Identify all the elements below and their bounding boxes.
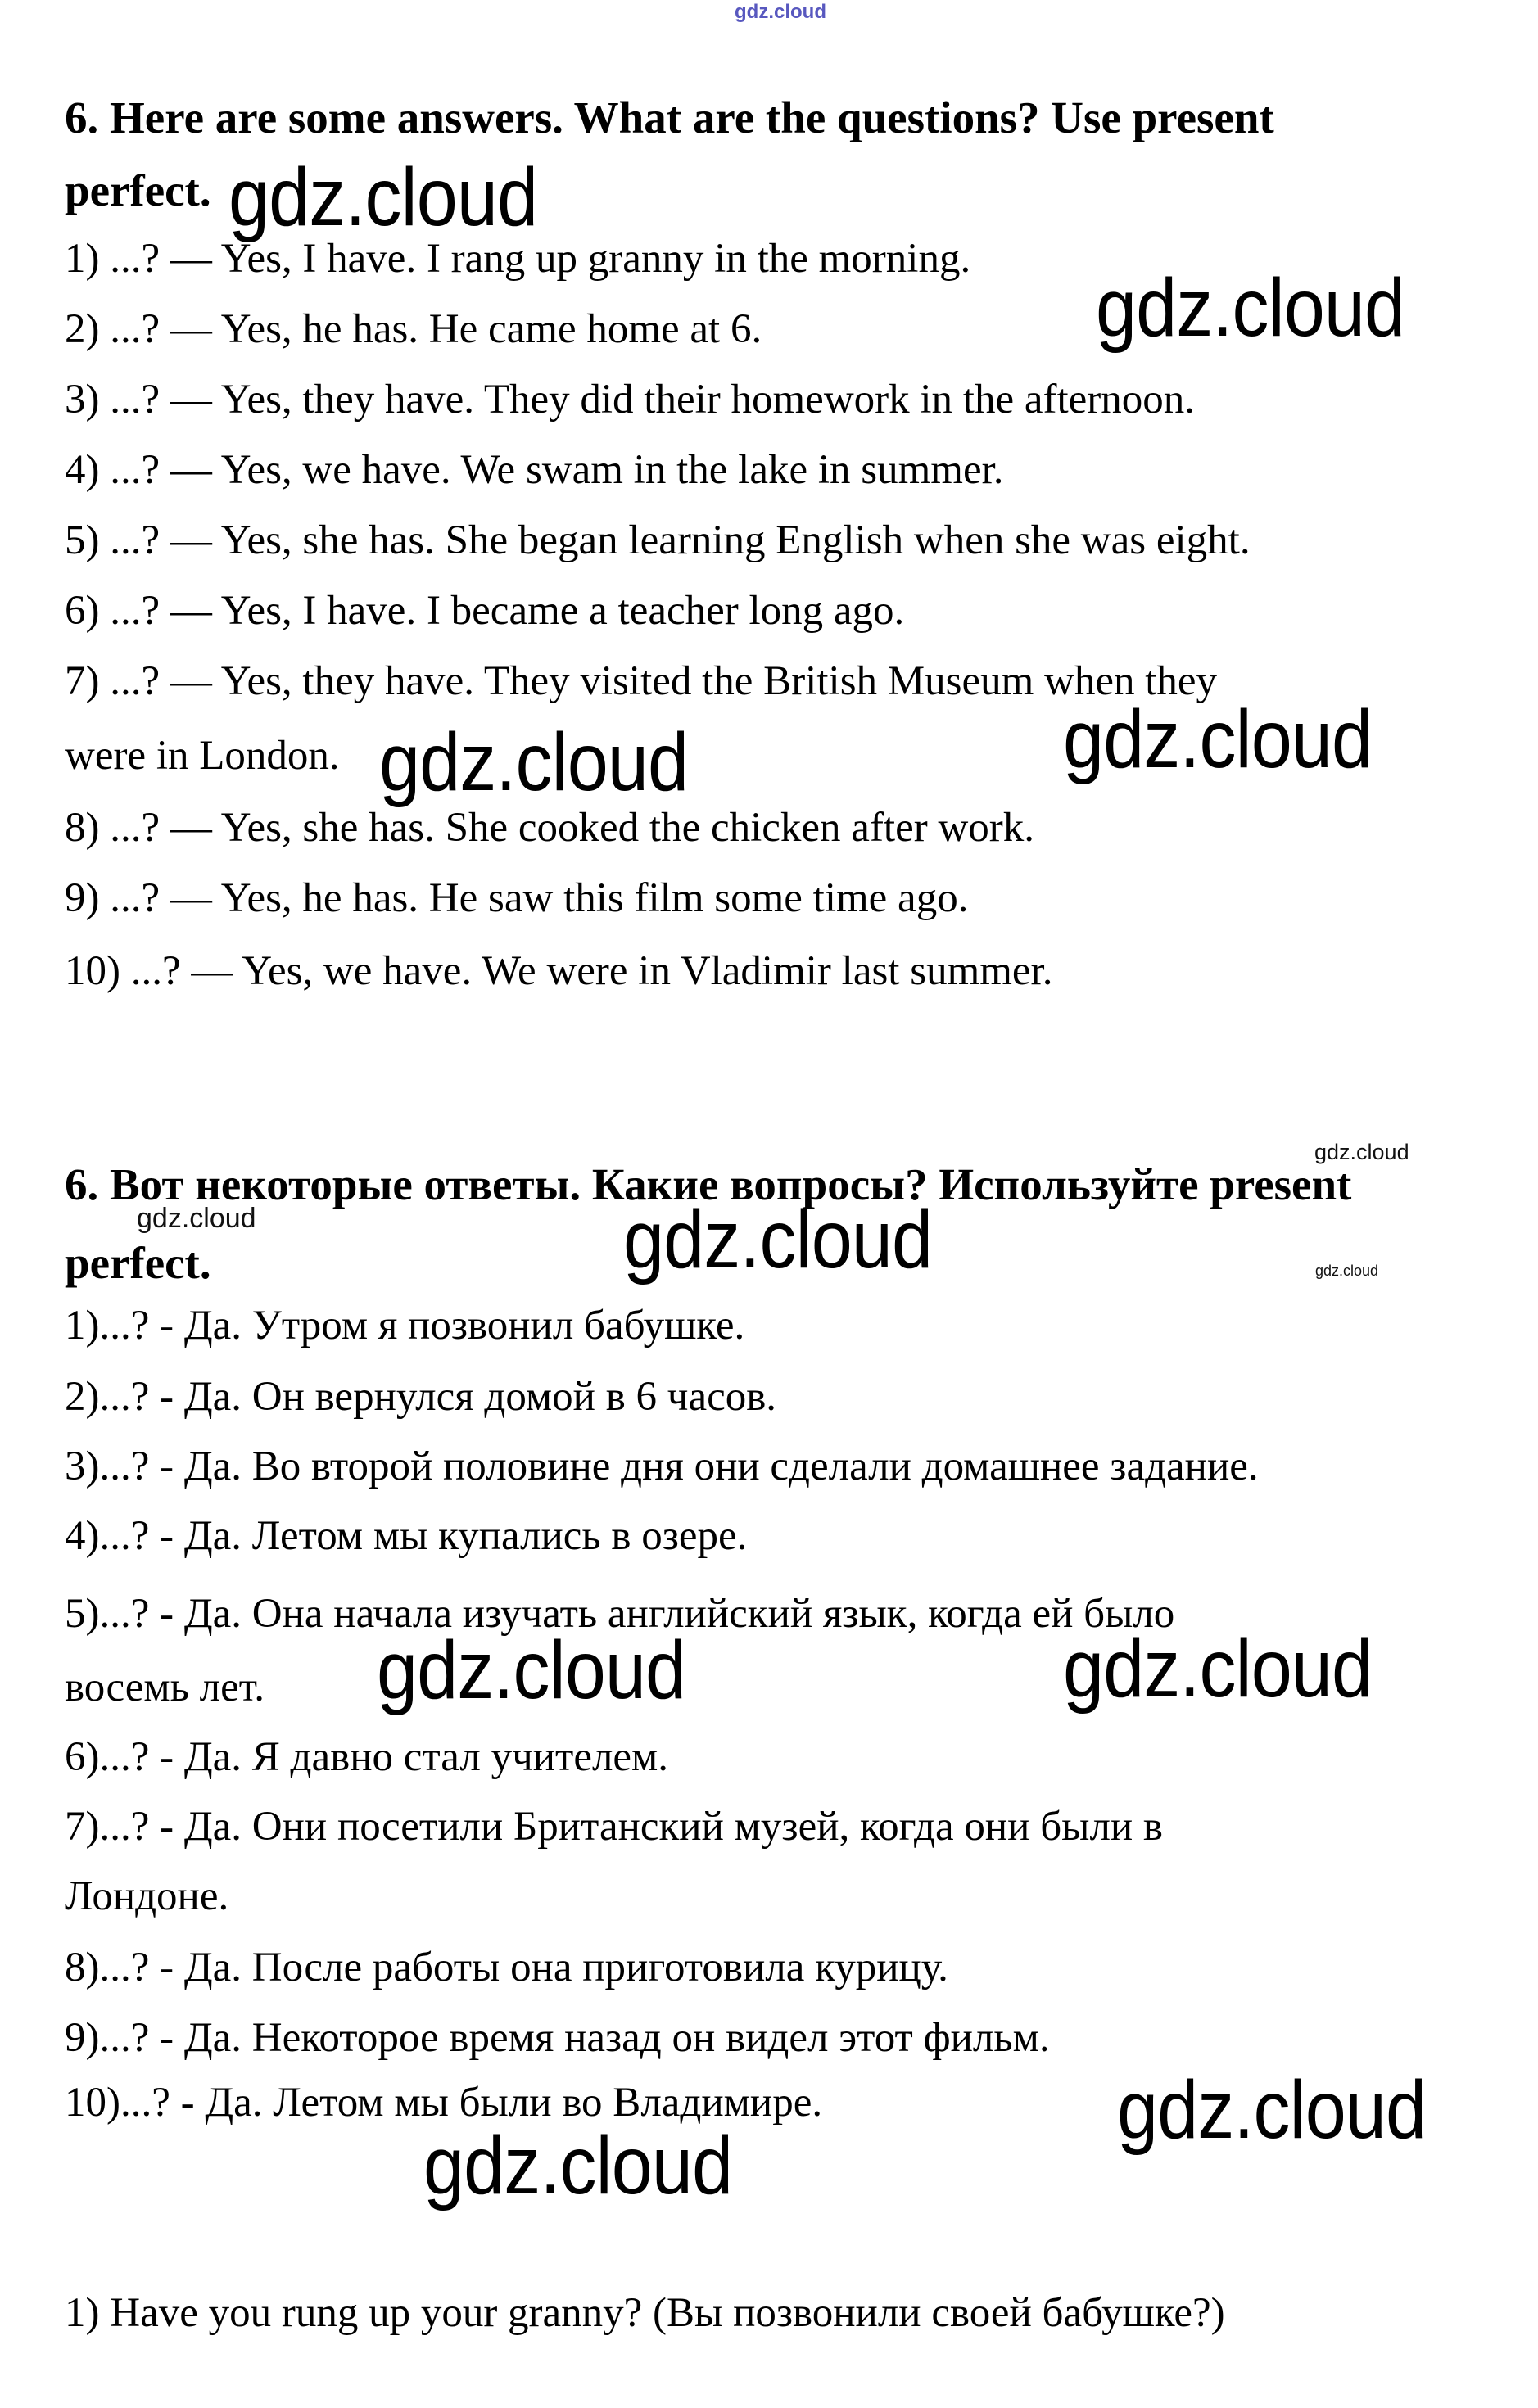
watermark-gdz-cloud-big: gdz.cloud [379, 716, 689, 808]
en-item-5: 5) ...? — Yes, she has. She began learning English when she was eight. [65, 517, 1251, 563]
exercise-en-heading-line1: 6. Here are some answers. What are the questions? Use present [65, 93, 1274, 142]
ru-item-1: 1)...? - Да. Утром я позвонил бабушке. [65, 1303, 745, 1349]
ru-item-4: 4)...? - Да. Летом мы купались в озере. [65, 1513, 748, 1559]
en-item-7-continued: were in London. [65, 733, 340, 779]
ru-item-5: 5)...? - Да. Она начала изучать английский язык, когда ей было [65, 1591, 1175, 1637]
en-item-4: 4) ...? — Yes, we have. We swam in the lake in summer. [65, 447, 1004, 493]
ru-item-7: 7)...? - Да. Они посетили Британский музей, когда они были в [65, 1804, 1164, 1850]
watermark-gdz-cloud-tiny: gdz.cloud [1315, 1263, 1379, 1279]
watermark-gdz-cloud-big: gdz.cloud [1063, 1623, 1373, 1715]
en-item-10: 10) ...? — Yes, we have. We were in Vladimir last summer. [65, 948, 1053, 994]
watermark-gdz-cloud-small: gdz.cloud [137, 1203, 256, 1234]
watermark-gdz-cloud-big: gdz.cloud [1117, 2064, 1427, 2156]
ru-item-7-continued: Лондоне. [65, 1873, 229, 1919]
watermark-gdz-cloud-small: gdz.cloud [1314, 1140, 1409, 1164]
watermark-gdz-cloud-big: gdz.cloud [377, 1624, 686, 1716]
en-item-2: 2) ...? — Yes, he has. He came home at 6. [65, 306, 762, 352]
en-item-7: 7) ...? — Yes, they have. They visited the British Museum when they [65, 658, 1218, 704]
ru-item-6: 6)...? - Да. Я давно стал учителем. [65, 1734, 669, 1780]
watermark-gdz-cloud-big: gdz.cloud [1096, 262, 1405, 354]
ru-item-3: 3)...? - Да. Во второй половине дня они сделали домашнее задание. [65, 1443, 1259, 1489]
exercise-ru-heading-line2: perfect. [65, 1238, 211, 1288]
en-item-1: 1) ...? — Yes, I have. I rang up granny in the morning. [65, 236, 971, 282]
ru-item-2: 2)...? - Да. Он вернулся домой в 6 часов. [65, 1374, 777, 1420]
exercise-en-heading-line2: perfect. [65, 165, 211, 215]
watermark-gdz-cloud-big: gdz.cloud [1063, 693, 1373, 785]
en-item-8: 8) ...? — Yes, she has. She cooked the chicken after work. [65, 805, 1035, 851]
en-item-3: 3) ...? — Yes, they have. They did their homework in the afternoon. [65, 377, 1196, 422]
watermark-gdz-cloud-big: gdz.cloud [423, 2120, 733, 2211]
ru-item-10: 10)...? - Да. Летом мы были во Владимире. [65, 2080, 823, 2126]
watermark-gdz-cloud-top-blue: gdz.cloud [735, 1, 826, 23]
watermark-gdz-cloud-big: gdz.cloud [623, 1194, 933, 1285]
ru-item-9: 9)...? - Да. Некоторое время назад он видел этот фильм. [65, 2015, 1050, 2061]
ru-item-5-continued: восемь лет. [65, 1665, 265, 1710]
ru-item-8: 8)...? - Да. После работы она приготовила курицу. [65, 1945, 948, 1990]
exercise-ru-heading-line1: 6. Вот некоторые ответы. Какие вопросы? Используйте present [65, 1159, 1352, 1209]
watermark-gdz-cloud-big: gdz.cloud [228, 151, 538, 243]
en-item-9: 9) ...? — Yes, he has. He saw this film some time ago. [65, 875, 969, 921]
en-item-6: 6) ...? — Yes, I have. I became a teacher long ago. [65, 588, 905, 634]
answer-item-1: 1) Have you rung up your granny? (Вы позвонили своей бабушке?) [65, 2290, 1225, 2336]
